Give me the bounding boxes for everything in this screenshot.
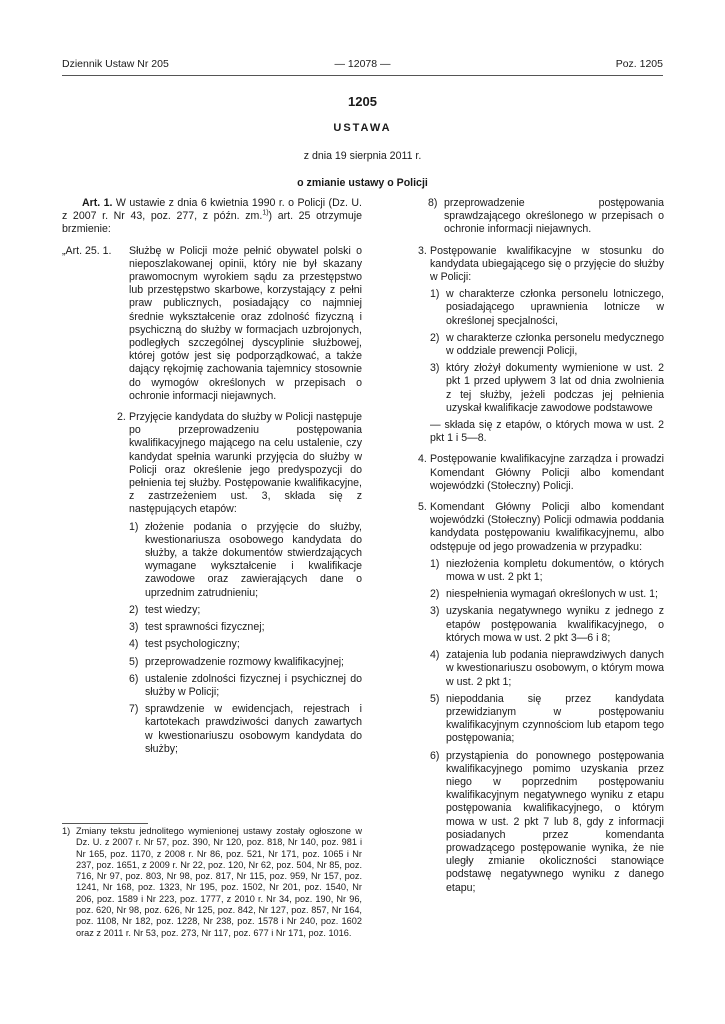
list-item-text: przeprowadzenie rozmowy kwalifikacyjnej; <box>145 655 345 668</box>
list-item <box>418 197 664 237</box>
article-1-label: Art. 1. <box>82 197 113 209</box>
act-date: z dnia 19 sierpnia 2011 r. <box>303 150 422 162</box>
para-2-text: Przyjęcie kandydata do służby w Policji następuje po przeprowadzeniu postępowania kwalifikacyjnego mającego na celu ustalenie, czy kandydat spełnia warunki przyjęcia do służby w Policji oraz określenie jego predyspozycji do pełnienia tej służby. Postępowanie kwalifikacyjne, z zastrzeżeniem ust. 3, składa się z następujących etapów: <box>129 411 362 516</box>
position-number: Poz. 1205 <box>615 58 663 70</box>
list-item <box>129 621 362 634</box>
list-item-number: 4) <box>129 638 139 651</box>
para-5 <box>418 501 664 554</box>
list-item <box>129 703 362 756</box>
para-2-label: 2. <box>117 411 126 424</box>
list-item-text: niespełnienia wymagań określonych w ust. 1; <box>446 588 658 601</box>
list-item-number: 1) <box>129 520 139 533</box>
header-rule <box>62 75 663 76</box>
list-item-text: ustalenie zdolności fizycznej i psychicznej do służby w Policji; <box>145 672 362 698</box>
list-item <box>430 750 664 895</box>
page-number: — 12078 — <box>334 58 391 70</box>
act-number: 1205 <box>348 94 377 109</box>
footnote-rule <box>62 823 148 824</box>
footnote-text: Zmiany tekstu jednolitego wymienionej ustawy zostały ogłoszone w Dz. U. z 2007 r. Nr 57, poz. 390, Nr 120, poz. 818, Nr 140, poz. 981 i Nr 165, poz. 1170, z 2008 r. Nr 86, poz. 521, Nr 171, poz. 1065 i Nr 237, poz. 1651, z 2009 r. Nr 22, poz. 120, Nr 62, poz. 504, Nr 85, poz. 716, Nr 97, poz. 803, Nr 98, poz. 817, Nr 115, poz. 959, Nr 157, poz. 1241, Nr 168, poz. 1323, Nr 195, poz. 1502, Nr 201, poz. 1540, Nr 206, poz. 1589 i Nr 223, poz. 1777, z 2010 r. Nr 34, poz. 190, Nr 96, poz. 620, Nr 98, poz. 626, Nr 125, poz. 842, Nr 127, poz. 857, Nr 164, poz. 1108, Nr 182, poz. 1228, Nr 238, poz. 1578 i Nr 240, poz. 1602 oraz z 2011 r. Nr 53, poz. 273, Nr 117, poz. 677 i Nr 171, poz. 1016. <box>76 826 362 938</box>
para-5-label: 5. <box>418 501 427 514</box>
list-item-text: zatajenia lub podania nieprawdziwych danych w kwestionariuszu osobowym, o którym mowa w ust. 2 pkt 1; <box>446 649 664 688</box>
list-item <box>430 558 664 584</box>
list-item <box>430 693 664 746</box>
running-header <box>62 58 663 72</box>
list-item-number: 6) <box>430 749 440 762</box>
list-item-text: uzyskania negatywnego wyniku z jednego z etapów postępowania kwalifikacyjnego, o których mowa w ust. 2 pkt 3—6 i 8; <box>446 605 664 644</box>
act-subject: o zmianie ustawy o Policji <box>297 177 428 189</box>
journal-title: Dziennik Ustaw Nr 205 <box>62 58 169 70</box>
para-3-label: 3. <box>418 244 427 257</box>
list-item-number: 1) <box>430 557 440 570</box>
list-item-text: niepoddania się przez kandydata przewidzianym w postępowaniu kwalifikacyjnym czynnościom lub etapom tego postępowania; <box>446 692 664 745</box>
para-4 <box>418 453 664 493</box>
list-item <box>430 362 664 415</box>
list-item-number: 3) <box>430 605 440 618</box>
art25-para-1-text: Służbę w Policji może pełnić obywatel polski o nieposzlakowanej opinii, który nie był skazany prawomocnym wyrokiem sądu za przestępstwo lub przestępstwo skarbowe, korzystający z pełni praw publicznych, posiadający co najmniej średnie wykształcenie oraz zdolność fizyczną i psychiczną do służby w formacjach uzbrojonych, podległych szczególnej dyscyplinie służbowej, której gotów jest się podporządkować, a także dający rękojmię zachowania tajemnicy stosownie do wymogów określonych w przepisach o ochronie informacji niejawnych. <box>129 244 362 402</box>
footnote-ref: 1) <box>262 209 269 217</box>
list-item-text: w charakterze członka personelu medycznego w oddziale prewencji Policji, <box>446 331 664 358</box>
list-item <box>129 604 362 617</box>
list-item-text: w charakterze członka personelu lotniczego, posiadającego uprawnienia lotnicze w określonej specjalności, <box>446 288 664 327</box>
list-item-text: test sprawności fizycznej; <box>145 621 265 634</box>
list-item-text: przeprowadzenie postępowania sprawdzającego określonego w przepisach o ochronie informacji niejawnych. <box>444 197 664 236</box>
list-item-number: 7) <box>129 703 139 716</box>
para-5-text: Komendant Główny Policji albo komendant wojewódzki (Stołeczny) Policji odmawia poddania kandydata postępowaniu kwalifikacyjnemu, albo odstępuje od jego prowadzenia w przypadku: <box>430 501 664 553</box>
list-item-text: test psychologiczny; <box>145 638 240 651</box>
para-3-tail: — składa się z etapów, o których mowa w ust. 2 pkt 1 i 5—8. <box>430 419 664 445</box>
list-item <box>129 521 362 600</box>
list-item-text: złożenie podania o przyjęcie do służby, kwestionariusza osobowego kandydata do służby, a także dokumentów stwierdzających wymagane wykształcenie i kwalifikacje zawodowe oraz zawierających dane o uprzednim zatrudnieniu; <box>145 520 362 599</box>
list-item-text: sprawdzenie w ewidencjach, rejestrach i kartotekach prawdziwości danych zawartych w kwestionariuszu osobowym kandydata do służby; <box>145 703 362 755</box>
article-1 <box>62 197 362 237</box>
list-item-number: 6) <box>129 672 139 685</box>
left-column <box>62 197 362 760</box>
list-item-number: 3) <box>430 362 440 375</box>
list-item <box>430 649 664 689</box>
list-item-number: 2) <box>430 588 440 601</box>
list-item-text: który złożył dokumenty wymienione w ust. 2 pkt 1 przed upływem 3 lat od dnia zwolnienia z tej służby, jeżeli podczas jej pełnienia uzyskał kwalifikacje zawodowe podstawowe <box>446 362 664 414</box>
art25-label: „Art. 25. 1. <box>62 244 112 257</box>
list-item-number: 2) <box>129 603 139 616</box>
list-item-number: 1) <box>430 288 440 301</box>
art25-para-2 <box>62 411 362 517</box>
list-item-number: 8) <box>428 197 438 209</box>
article-1-tail: ) art. 25 otrzymuje brzmienie: <box>62 210 362 236</box>
list-item-text: niezłożenia kompletu dokumentów, o których mowa w ust. 2 pkt 1; <box>446 557 664 584</box>
para-4-label: 4. <box>418 453 427 466</box>
act-type: USTAWA <box>333 122 392 134</box>
list-item <box>129 656 362 669</box>
article-1-text: W ustawie z dnia 6 kwietnia 1990 r. o Policji (Dz. U. z 2007 r. Nr 43, poz. 277, z późn. zm. <box>62 197 362 223</box>
list-item <box>129 673 362 699</box>
list-item-number: 5) <box>430 692 440 705</box>
list-item <box>430 332 664 358</box>
right-column <box>418 197 664 899</box>
art25-para-1 <box>62 245 362 403</box>
list-item-number: 5) <box>129 655 139 668</box>
list-item <box>430 605 664 645</box>
para-3 <box>418 245 664 285</box>
para-3-list <box>418 288 664 445</box>
footnote-mark: 1) <box>62 826 71 836</box>
list-item-number: 3) <box>129 621 139 634</box>
para-5-list <box>418 558 664 895</box>
list-item <box>129 638 362 651</box>
list-item-number: 4) <box>430 649 440 662</box>
para-3-text: Postępowanie kwalifikacyjne w stosunku do kandydata ubiegającego się o przyjęcie do służby w Policji: <box>430 244 664 284</box>
stage-list <box>62 521 362 756</box>
list-item-text: test wiedzy; <box>145 603 201 616</box>
para-4-text: Postępowanie kwalifikacyjne zarządza i prowadzi Komendant Główny Policji albo komendant wojewódzki (Stołeczny) Policji. <box>430 453 664 492</box>
list-item <box>430 588 664 601</box>
list-item-text: przystąpienia do ponownego postępowania kwalifikacyjnego pomimo uzyskania przez niego w poprzednim postępowaniu kwalifikacyjnym negatywnego wyniku z etapu postępowania kwalifikacyjnego, o którym mowa w ust. 2 pkt 7 lub 8, gdy z informacji posiadanych przez komendanta prowadzącego postępowanie wynika, że nie uległy zmianie okoliczności stanowiące podstawę negatywnego wyniku z danego etapu; <box>446 749 664 894</box>
footnote <box>62 826 362 939</box>
list-item-number: 2) <box>430 331 440 344</box>
list-item <box>430 288 664 328</box>
